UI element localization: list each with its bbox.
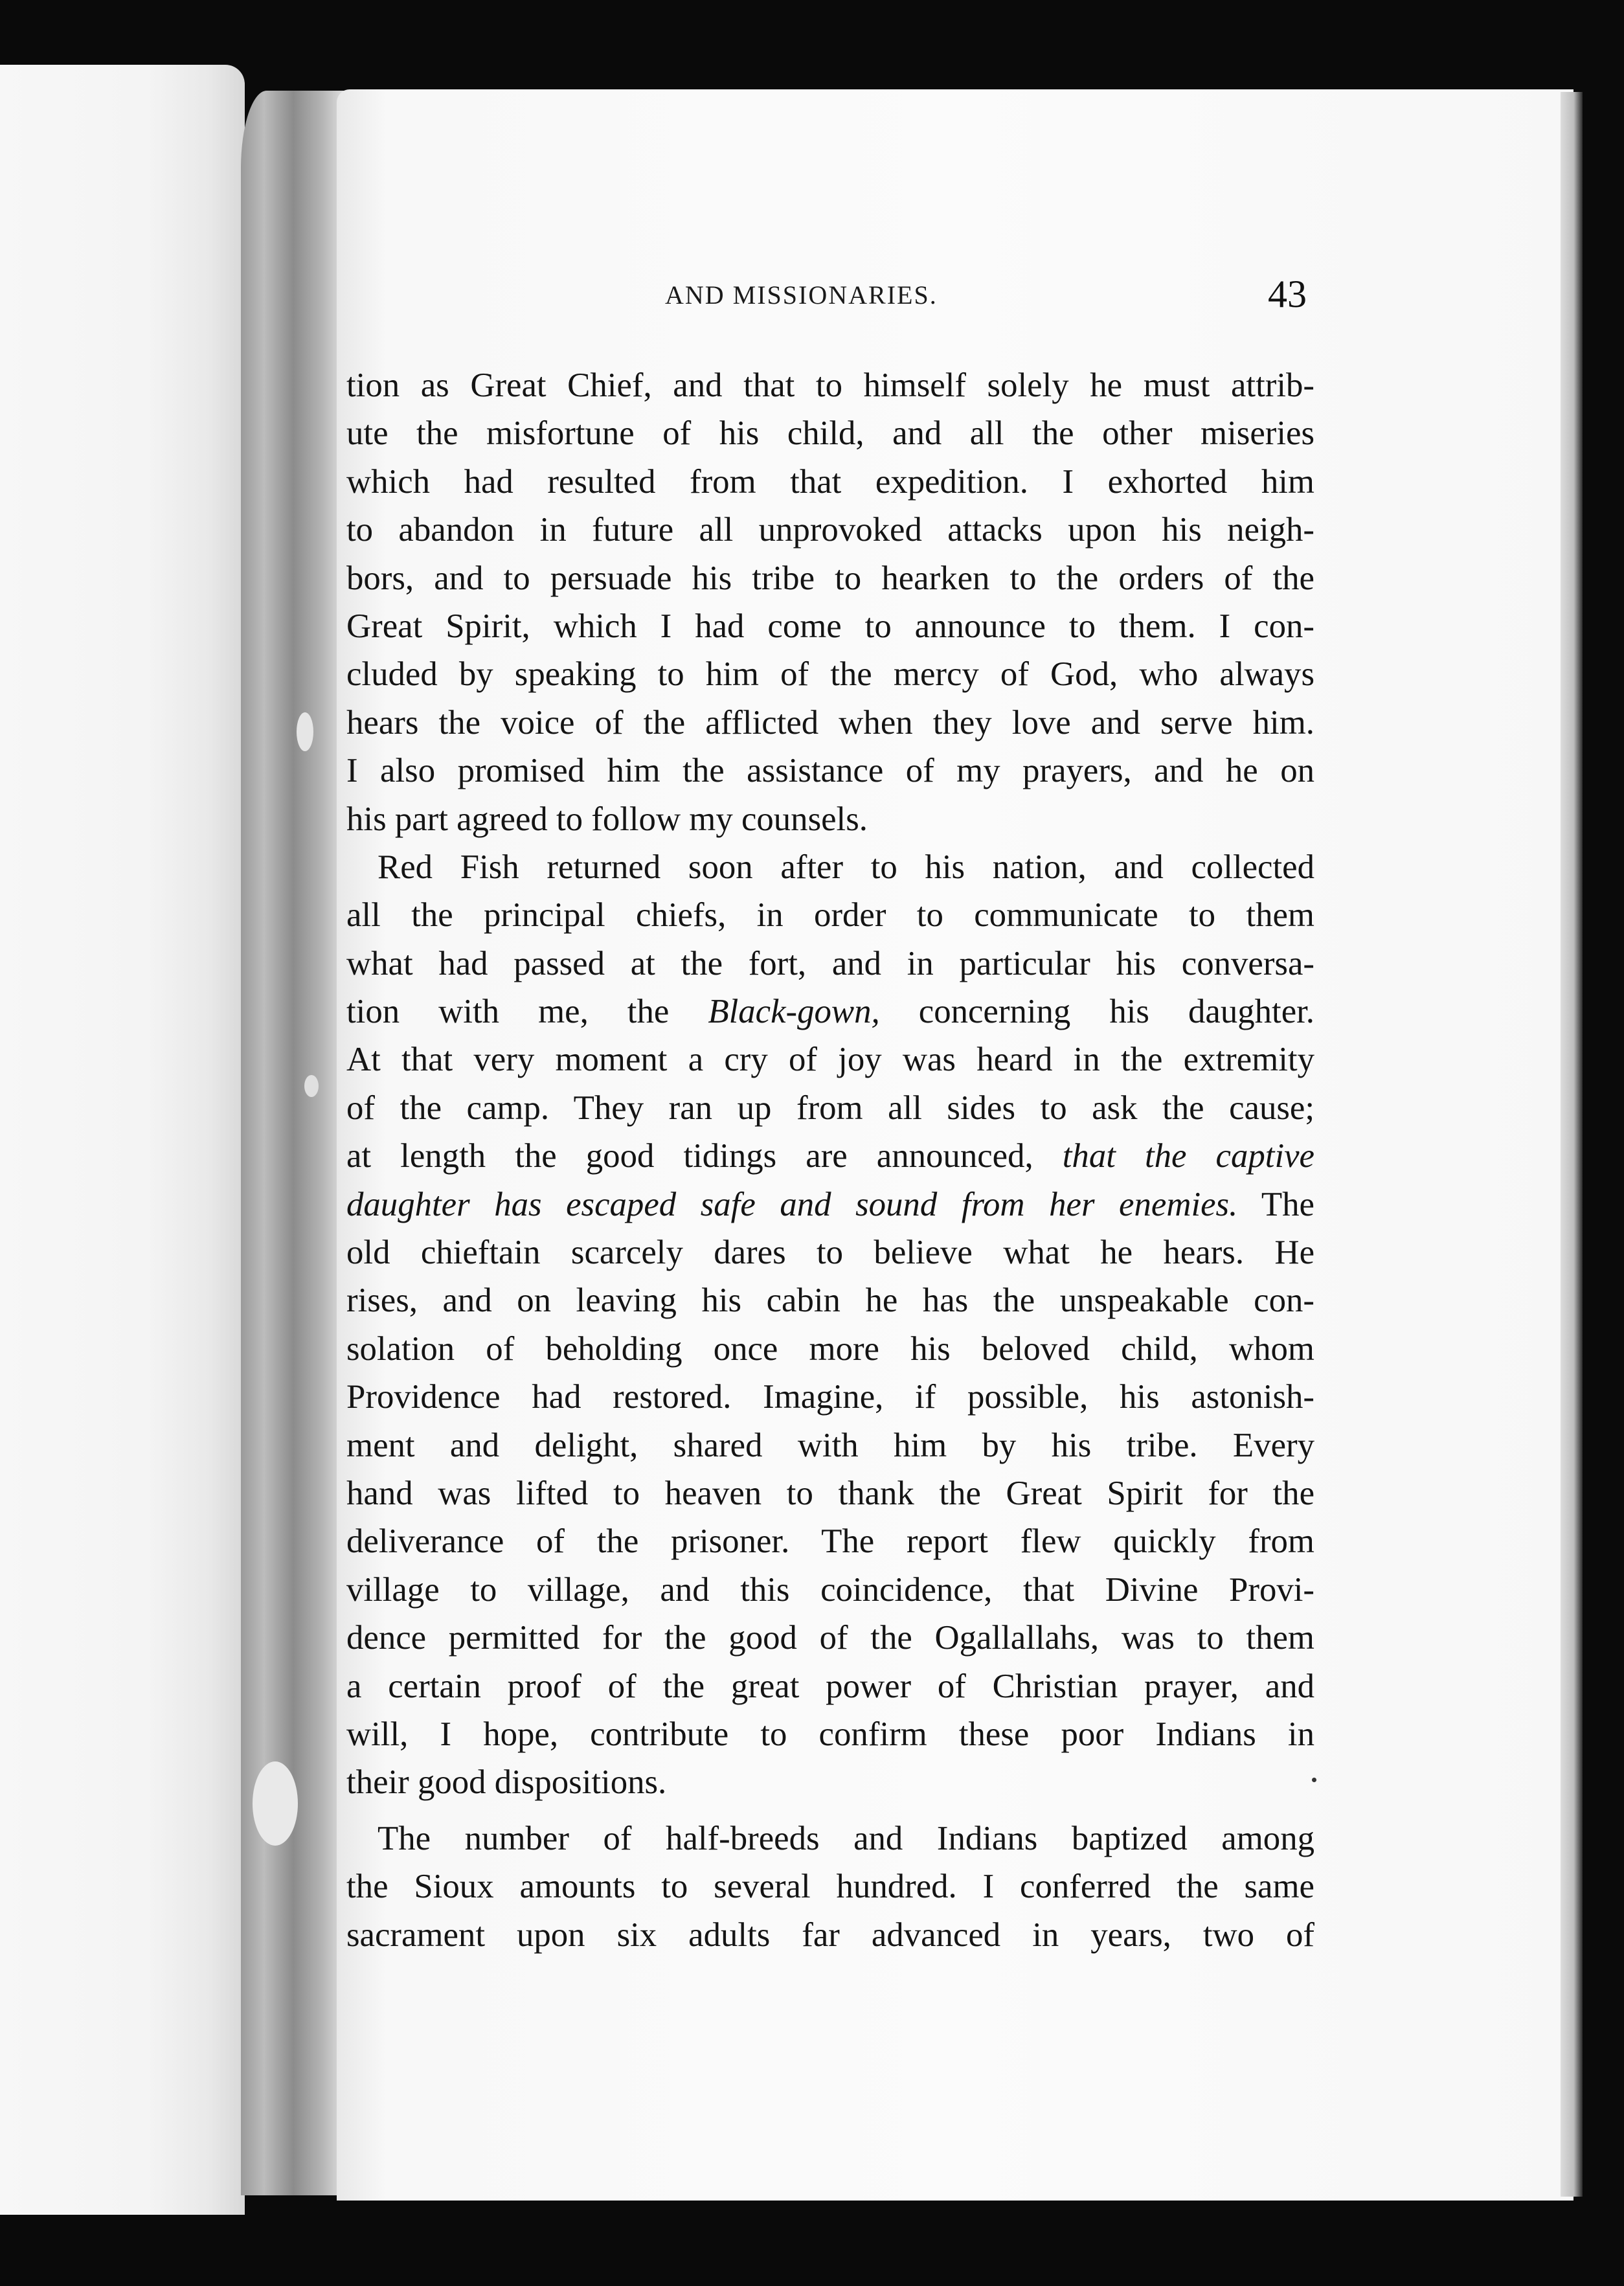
body-line: what had passed at the fort, and in particular his conversa- <box>346 944 1314 982</box>
running-title: AND MISSIONARIES. <box>665 280 938 310</box>
body-line: The number of half-breeds and Indians baptized among <box>378 1819 1314 1857</box>
body-line: Great Spirit, which I had come to announce to them. I con- <box>346 607 1314 645</box>
body-line: the Sioux amounts to several hundred. I conferred the same <box>346 1868 1314 1906</box>
body-line: I also promised him the assistance of my prayers, and he on <box>346 752 1314 790</box>
body-text-run: The <box>1237 1185 1314 1223</box>
body-line: tion as Great Chief, and that to himself solely he must attrib- <box>346 367 1314 404</box>
body-line: bors, and to persuade his tribe to hearken to the orders of the <box>346 559 1314 597</box>
body-line: cluded by speaking to him of the mercy of God, who always <box>346 655 1314 694</box>
body-line: will, I hope, contribute to confirm these poor Indians in <box>346 1715 1314 1753</box>
body-line: deliverance of the prisoner. The report flew quickly from <box>346 1522 1314 1561</box>
page-edge-shadow <box>1561 92 1583 2197</box>
italic-phrase: that the captive <box>1062 1137 1314 1175</box>
paper-speck <box>1312 1778 1316 1782</box>
body-line: to abandon in future all unprovoked attacks upon his neigh- <box>346 511 1314 549</box>
body-line: ment and delight, shared with him by his tribe. Every <box>346 1426 1314 1464</box>
body-text-run: tion with me, the <box>346 993 708 1031</box>
paper-blemish <box>297 712 313 751</box>
body-line: ute the misfortune of his child, and all the other miseries <box>346 414 1314 453</box>
body-line <box>346 1181 1314 1228</box>
body-line <box>346 1132 1314 1180</box>
body-text-run: at length the good tidings are announced, <box>346 1137 1063 1175</box>
body-line: dence permitted for the good of the Ogallallahs, was to them <box>346 1619 1314 1657</box>
body-line: At that very moment a cry of joy was heard in the extremity <box>346 1041 1314 1079</box>
italic-phrase: daughter has escaped safe and sound from her enemies. <box>346 1185 1238 1223</box>
body-line: rises, and on leaving his cabin he has the unspeakable con- <box>346 1282 1314 1320</box>
body-text-run: concerning his daughter. <box>879 993 1314 1031</box>
body-line: a certain proof of the great power of Christian prayer, and <box>346 1667 1314 1705</box>
body-line: old chieftain scarcely dares to believe what he hears. He <box>346 1234 1314 1272</box>
left-facing-page <box>0 65 245 2215</box>
body-line: of the camp. They ran up from all sides to ask the cause; <box>346 1089 1314 1127</box>
italic-term: Black-gown, <box>708 993 880 1031</box>
page-body-text <box>346 361 1314 1959</box>
body-line: hand was lifted to heaven to thank the Great Spirit for the <box>346 1474 1314 1512</box>
body-line: Red Fish returned soon after to his nation, and collected <box>378 848 1314 886</box>
paper-blemish <box>304 1075 319 1097</box>
body-line: sacrament upon six adults far advanced in years, two of <box>346 1916 1314 1954</box>
body-line: solation of beholding once more his beloved child, whom <box>346 1330 1314 1368</box>
body-line: which had resulted from that expedition. I exhorted him <box>346 462 1314 501</box>
running-head <box>0 273 1624 325</box>
page-number: 43 <box>1268 273 1307 315</box>
body-line: hears the voice of the afflicted when they love and serve him. <box>346 703 1314 741</box>
body-line: their good dispositions. <box>346 1763 667 1802</box>
body-line: Providence had restored. Imagine, if possible, his astonish- <box>346 1378 1314 1416</box>
body-line: village to village, and this coincidence, that Divine Provi- <box>346 1570 1314 1609</box>
paper-blemish <box>253 1761 298 1846</box>
body-line: all the principal chiefs, in order to communicate to them <box>346 896 1314 934</box>
body-line: his part agreed to follow my counsels. <box>346 800 868 838</box>
body-line <box>346 988 1314 1035</box>
